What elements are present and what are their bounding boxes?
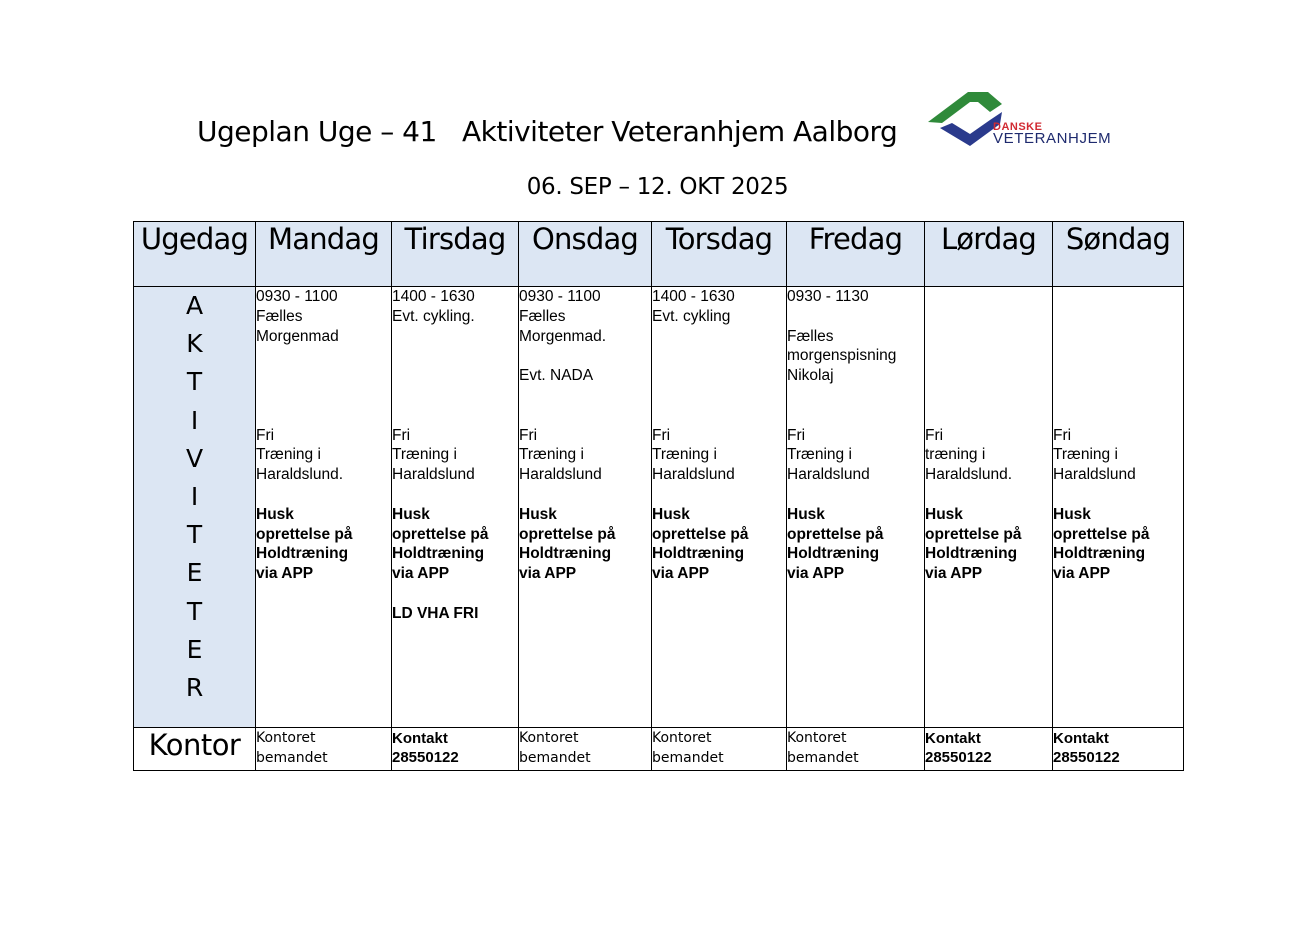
- header-day-mandag: Mandag: [256, 222, 392, 287]
- activity-note-line: Husk: [652, 505, 690, 523]
- activity-cell-onsdag: [519, 287, 652, 728]
- activity-line: Nikolaj: [787, 367, 834, 385]
- activity-line: [519, 346, 651, 366]
- activity-cell-lordag: [925, 287, 1053, 728]
- activity-line: [519, 386, 651, 406]
- office-line: Kontakt: [925, 730, 981, 747]
- activity-line: [1053, 307, 1183, 327]
- activity-note-line: Husk: [1053, 505, 1091, 523]
- activity-note-line: Holdtræning: [925, 545, 1018, 563]
- office-line: bemandet: [652, 750, 724, 766]
- activity-line: Haraldslund: [787, 466, 870, 484]
- activity-line: Fri: [925, 426, 944, 444]
- activity-note-line: via APP: [256, 565, 314, 583]
- activity-note-line: via APP: [652, 565, 710, 583]
- activity-line: [256, 406, 391, 426]
- activity-line: [925, 366, 1052, 386]
- activity-line: Morgenmad: [256, 327, 339, 345]
- activity-note-line: LD VHA FRI: [392, 604, 479, 622]
- activity-line: Fri: [787, 426, 806, 444]
- activity-line: [1053, 287, 1183, 307]
- office-line: Kontoret: [519, 730, 579, 746]
- logo-text-veteranhjem: VETERANHJEM: [993, 130, 1112, 147]
- activity-line: [925, 327, 1052, 347]
- office-line: 28550122: [1053, 749, 1120, 766]
- office-line: bemandet: [256, 750, 328, 766]
- activity-line: [256, 346, 391, 366]
- activity-line: Morgenmad.: [519, 327, 607, 345]
- activities-letter: T: [186, 596, 203, 626]
- activities-label: [134, 287, 256, 728]
- header-day-lordag: Lørdag: [925, 222, 1053, 287]
- activity-line: Evt. cykling: [652, 307, 731, 325]
- activity-note-line: oprettelse på: [652, 525, 749, 543]
- office-line: 28550122: [925, 749, 992, 766]
- activity-line: [925, 406, 1052, 426]
- activities-letter: I: [190, 405, 199, 435]
- weekly-plan-table: [133, 221, 1184, 771]
- office-line: 28550122: [392, 749, 459, 766]
- office-cell-onsdag: [519, 728, 652, 771]
- activity-line: Træning i: [256, 446, 321, 464]
- activity-line: [925, 485, 1052, 505]
- office-line: Kontakt: [1053, 730, 1109, 747]
- activity-line: [787, 307, 924, 327]
- header-day-sondag: Søndag: [1053, 222, 1184, 287]
- activity-line: morgenspisning: [787, 347, 897, 365]
- activity-note-line: Holdtræning: [392, 545, 485, 563]
- activity-cell-torsdag: [652, 287, 787, 728]
- activity-line: [392, 485, 518, 505]
- activity-line: Træning i: [787, 446, 852, 464]
- activity-line: [392, 406, 518, 426]
- activity-cell-mandag: [256, 287, 392, 728]
- activity-line: Fri: [392, 426, 411, 444]
- activity-line: Fri: [256, 426, 275, 444]
- activity-note-line: [392, 584, 518, 604]
- activity-line: Haraldslund: [652, 466, 735, 484]
- office-cell-lordag: [925, 728, 1053, 771]
- header-day-fredag: Fredag: [787, 222, 925, 287]
- header-day-tirsdag: Tirsdag: [392, 222, 519, 287]
- activity-line: [652, 406, 786, 426]
- activity-note-line: oprettelse på: [787, 525, 884, 543]
- activities-letter: V: [185, 443, 204, 473]
- activity-line: [787, 485, 924, 505]
- office-line: bemandet: [519, 750, 591, 766]
- office-line: bemandet: [787, 750, 859, 766]
- activity-line: Haraldslund.: [256, 466, 344, 484]
- office-cell-sondag: [1053, 728, 1184, 771]
- activity-line: Fri: [1053, 426, 1072, 444]
- activity-line: [256, 366, 391, 386]
- activity-note-line: Holdtræning: [1053, 545, 1146, 563]
- activity-line: Evt. NADA: [519, 367, 594, 385]
- header-ugedag: Ugedag: [134, 222, 256, 287]
- activity-line: [1053, 386, 1183, 406]
- activity-line: Træning i: [652, 446, 717, 464]
- activity-cell-tirsdag: [392, 287, 519, 728]
- activity-line: Fri: [519, 426, 538, 444]
- activity-note-line: via APP: [392, 565, 450, 583]
- office-cell-fredag: [787, 728, 925, 771]
- activity-line: [925, 386, 1052, 406]
- activity-note-line: via APP: [787, 565, 845, 583]
- activity-line: [652, 346, 786, 366]
- activity-cell-fredag: [787, 287, 925, 728]
- activities-row: [134, 287, 1184, 728]
- activity-note-line: Husk: [256, 505, 294, 523]
- activity-note-line: oprettelse på: [392, 525, 489, 543]
- activity-line: [1053, 366, 1183, 386]
- activity-line: Fælles: [519, 307, 566, 325]
- activity-line: træning i: [925, 446, 986, 464]
- office-line: Kontakt: [392, 730, 448, 747]
- header-day-onsdag: Onsdag: [519, 222, 652, 287]
- activities-letter: E: [186, 634, 203, 664]
- activities-letter: I: [190, 482, 199, 512]
- activity-line: Haraldslund.: [925, 466, 1013, 484]
- activity-line: [1053, 327, 1183, 347]
- activity-line: [392, 327, 518, 347]
- office-row: [134, 728, 1184, 771]
- activity-line: Haraldslund: [392, 466, 475, 484]
- activity-cell-sondag: [1053, 287, 1184, 728]
- office-line: Kontoret: [787, 730, 847, 746]
- activity-line: [1053, 346, 1183, 366]
- activity-line: [652, 327, 786, 347]
- activity-line: Fælles: [787, 327, 834, 345]
- activities-letter: T: [186, 520, 203, 550]
- header-row: [134, 222, 1184, 287]
- activity-line: Haraldslund: [1053, 466, 1136, 484]
- activity-line: [652, 366, 786, 386]
- activity-line: 0930 - 1130: [787, 288, 869, 305]
- activity-note-line: via APP: [519, 565, 577, 583]
- office-cell-tirsdag: [392, 728, 519, 771]
- activity-note-line: via APP: [925, 565, 983, 583]
- activity-line: [652, 485, 786, 505]
- activity-line: Træning i: [519, 446, 584, 464]
- activities-letter: E: [186, 558, 203, 588]
- activity-line: [787, 406, 924, 426]
- activity-line: 1400 - 1630: [392, 288, 475, 305]
- office-label: Kontor: [134, 728, 256, 771]
- activities-letter: R: [185, 673, 204, 703]
- header-day-torsdag: Torsdag: [652, 222, 787, 287]
- activity-line: [1053, 406, 1183, 426]
- activity-line: [519, 485, 651, 505]
- activity-line: [787, 386, 924, 406]
- activities-letter: A: [185, 291, 204, 320]
- activity-line: Træning i: [392, 446, 457, 464]
- office-line: Kontoret: [256, 730, 316, 746]
- office-line: Kontoret: [652, 730, 712, 746]
- activity-note-line: oprettelse på: [925, 525, 1022, 543]
- activities-letter: T: [186, 367, 203, 397]
- activities-letter: K: [186, 329, 203, 359]
- activity-note-line: Husk: [519, 505, 557, 523]
- activity-note-line: Holdtræning: [787, 545, 880, 563]
- activity-line: [392, 366, 518, 386]
- activity-note-line: oprettelse på: [1053, 525, 1150, 543]
- activity-note-line: oprettelse på: [256, 525, 353, 543]
- activity-line: [925, 307, 1052, 327]
- date-range: 06. SEP – 12. OKT 2025: [526, 174, 789, 200]
- activity-note-line: Husk: [392, 505, 430, 523]
- activity-line: 1400 - 1630: [652, 288, 735, 305]
- activity-line: [392, 346, 518, 366]
- activity-line: [1053, 485, 1183, 505]
- activity-note-line: Holdtræning: [519, 545, 612, 563]
- activity-line: 0930 - 1100: [256, 288, 338, 305]
- activity-line: [392, 386, 518, 406]
- activity-line: 0930 - 1100: [519, 288, 601, 305]
- page-title: Ugeplan Uge – 41 Aktiviteter Veteranhjem Aalborg: [197, 115, 898, 148]
- activity-note-line: Husk: [787, 505, 825, 523]
- office-cell-mandag: [256, 728, 392, 771]
- activity-note-line: Holdtræning: [652, 545, 745, 563]
- activity-note-line: oprettelse på: [519, 525, 616, 543]
- activity-line: [256, 485, 391, 505]
- activity-line: [925, 346, 1052, 366]
- activity-note-line: Husk: [925, 505, 963, 523]
- activity-line: [519, 406, 651, 426]
- activity-line: Fri: [652, 426, 671, 444]
- activity-line: Evt. cykling.: [392, 307, 475, 325]
- activity-line: [652, 386, 786, 406]
- activity-line: Haraldslund: [519, 466, 602, 484]
- activity-line: [925, 287, 1052, 307]
- activity-note-line: Holdtræning: [256, 545, 349, 563]
- activity-line: Træning i: [1053, 446, 1118, 464]
- activity-line: [256, 386, 391, 406]
- office-cell-torsdag: [652, 728, 787, 771]
- activity-note-line: via APP: [1053, 565, 1111, 583]
- logo-text-danske: DANSKE: [993, 121, 1043, 133]
- activity-line: Fælles: [256, 307, 303, 325]
